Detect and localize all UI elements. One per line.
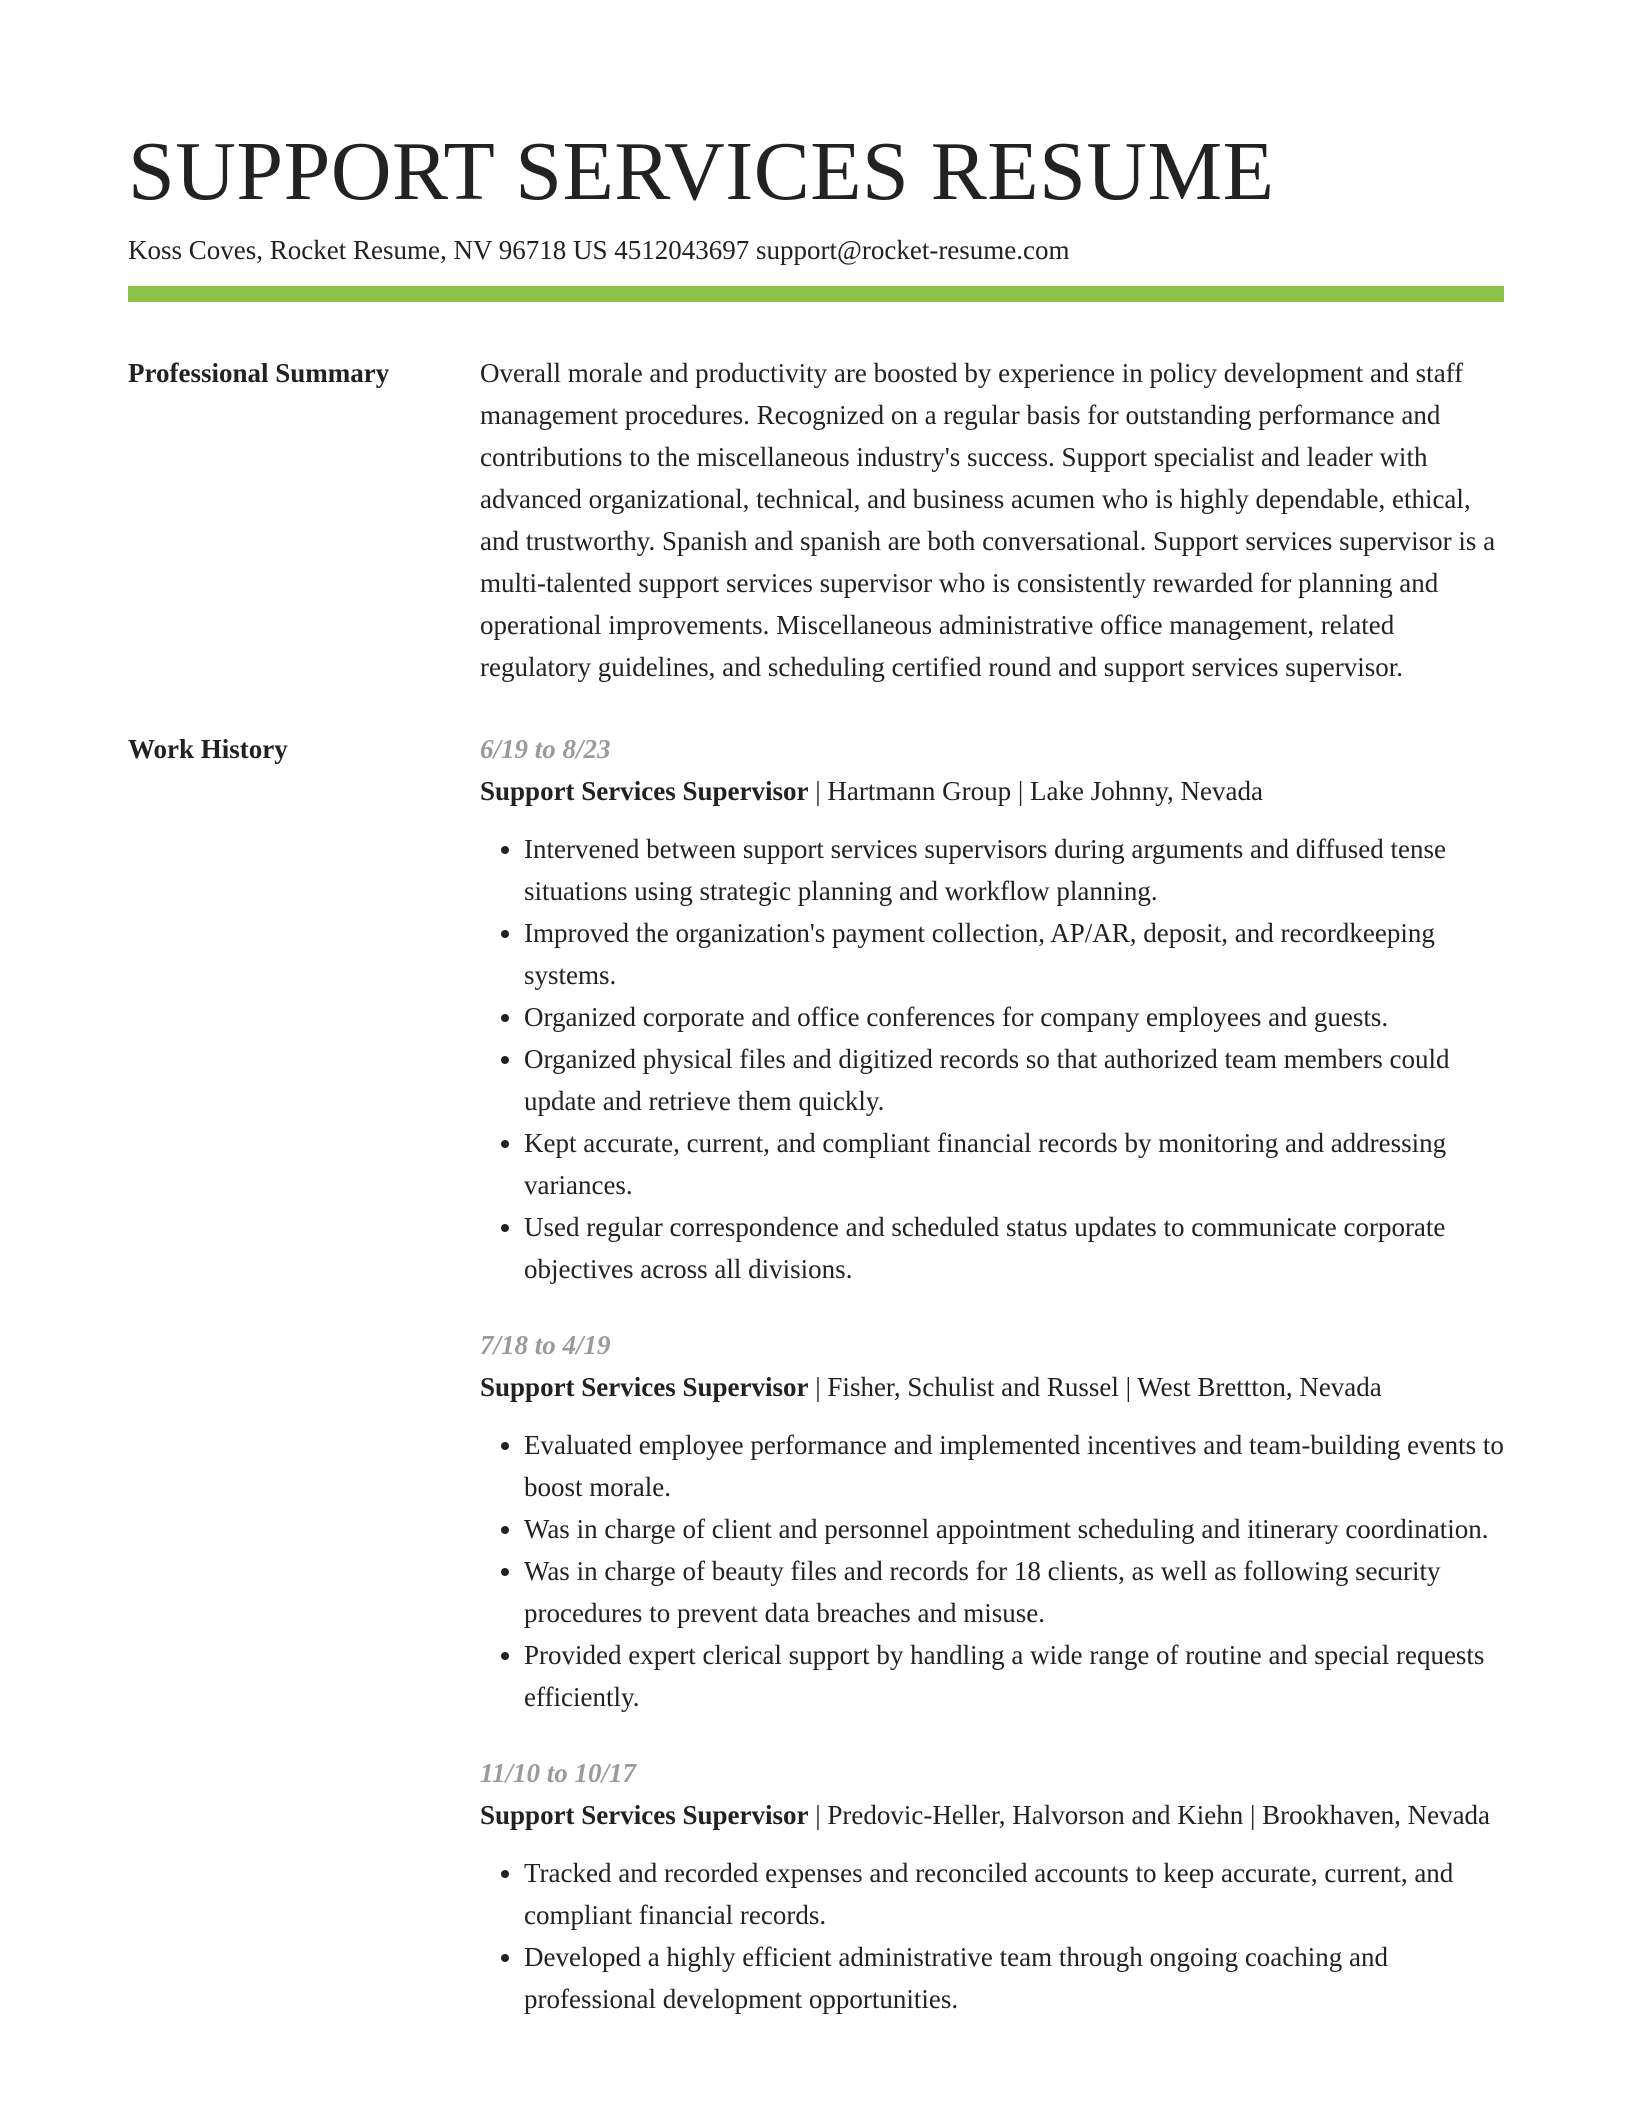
professional-summary-section — [128, 352, 1504, 688]
job-bullet: • Improved the organization's payment collection, AP/AR, deposit, and recordkeeping systems. — [524, 912, 1504, 996]
job-details: | Hartmann Group | Lake Johnny, Nevada — [808, 776, 1263, 806]
job-details: | Predovic-Heller, Halvorson and Kiehn | Brookhaven, Nevada — [808, 1800, 1491, 1830]
job-heading — [480, 1366, 1504, 1408]
job-title: Support Services Supervisor — [480, 776, 809, 806]
job-bullets — [480, 828, 1504, 1290]
job-bullet: • Organized corporate and office conferences for company employees and guests. — [524, 996, 1504, 1038]
job-heading — [480, 1794, 1504, 1836]
work-history-section — [128, 728, 1504, 2054]
job-entry — [480, 1324, 1504, 1718]
job-dates: 6/19 to 8/23 — [480, 734, 611, 764]
job-title: Support Services Supervisor — [480, 1800, 809, 1830]
job-heading — [480, 770, 1504, 812]
job-bullet: • Intervened between support services supervisors during arguments and diffused tense situations using strategic planning and workflow planning. — [524, 828, 1504, 912]
job-dates: 11/10 to 10/17 — [480, 1758, 637, 1788]
job-bullet: • Tracked and recorded expenses and reconciled accounts to keep accurate, current, and compliant financial records. — [524, 1852, 1504, 1936]
job-bullet: • Kept accurate, current, and compliant financial records by monitoring and addressing variances. — [524, 1122, 1504, 1206]
job-title: Support Services Supervisor — [480, 1372, 809, 1402]
job-dates: 7/18 to 4/19 — [480, 1330, 611, 1360]
job-bullets — [480, 1852, 1504, 2020]
job-entry — [480, 1752, 1504, 2020]
job-bullet: • Provided expert clerical support by handling a wide range of routine and special requests efficiently. — [524, 1634, 1504, 1718]
contact-line: Koss Coves, Rocket Resume, NV 96718 US 4512043697 support@rocket-resume.com — [128, 235, 1070, 265]
job-bullet: • Developed a highly efficient administrative team through ongoing coaching and professional development opportunities. — [524, 1936, 1504, 2020]
resume-title: SUPPORT SERVICES RESUME — [128, 125, 1275, 218]
section-label-work-history: Work History — [128, 734, 288, 764]
job-bullet: • Organized physical files and digitized records so that authorized team members could update and retrieve them quickly. — [524, 1038, 1504, 1122]
header-divider — [128, 286, 1504, 302]
job-bullets — [480, 1424, 1504, 1718]
resume-page — [128, 0, 1504, 2054]
job-list — [480, 728, 1504, 2054]
job-bullet: • Evaluated employee performance and implemented incentives and team-building events to boost morale. — [524, 1424, 1504, 1508]
summary-text: Overall morale and productivity are boosted by experience in policy development and staff management procedures. Recognized on a regular basis for outstanding performance and contributions to the miscellaneous industry's success. Support specialist and leader with advanced organizational, technical, and business acumen who is highly dependable, ethical, and trustworthy. Spanish and spanish are both conversational. Support services supervisor is a multi-talented support services supervisor who is consistently rewarded for planning and operational improvements. Miscellaneous administrative office management, related regulatory guidelines, and scheduling certified round and support services supervisor. — [480, 358, 1496, 682]
job-bullet: • Was in charge of beauty files and records for 18 clients, as well as following security procedures to prevent data breaches and misuse. — [524, 1550, 1504, 1634]
job-bullet: • Used regular correspondence and scheduled status updates to communicate corporate objectives across all divisions. — [524, 1206, 1504, 1290]
section-label-summary: Professional Summary — [128, 358, 390, 388]
job-entry — [480, 728, 1504, 1290]
job-details: | Fisher, Schulist and Russel | West Brettton, Nevada — [808, 1372, 1382, 1402]
job-bullet: • Was in charge of client and personnel appointment scheduling and itinerary coordination. — [524, 1508, 1504, 1550]
